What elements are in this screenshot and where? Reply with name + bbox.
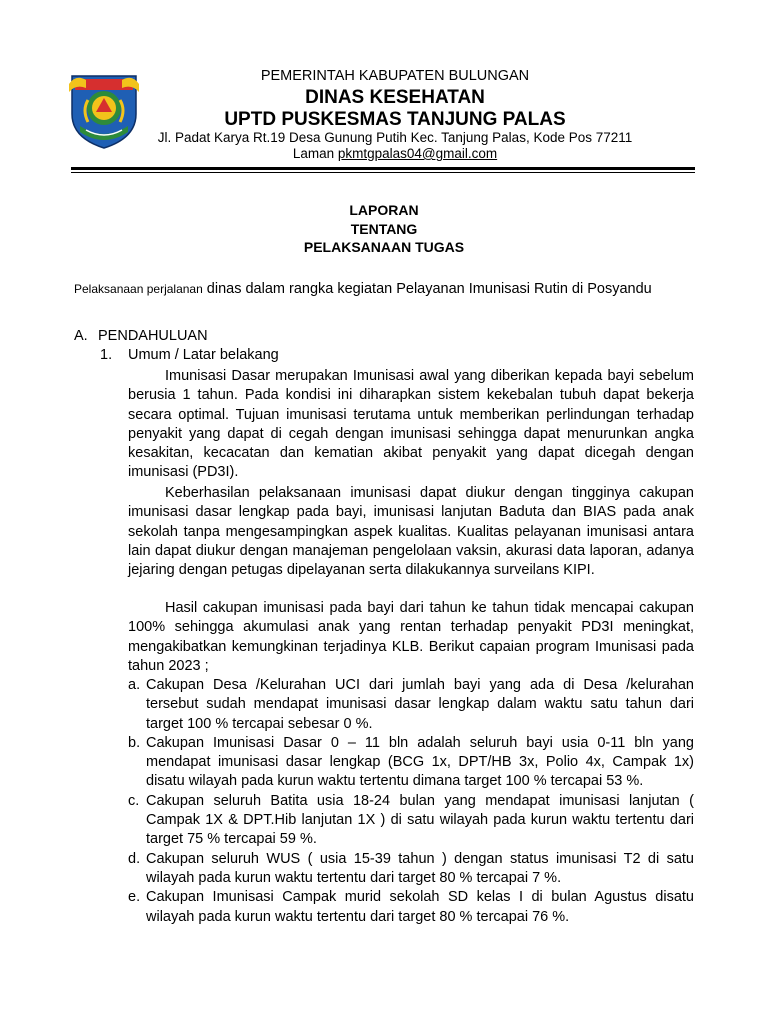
list-marker: d. (128, 850, 141, 867)
list-item-text: Cakupan seluruh Batita usia 18-24 bulan yang mendapat imunisasi lanjutan ( Campak 1X & DPT.Hib lanjutan 1X ) di satu wilayah pada kurun waktu tertentu dari target 75 % tercapai 59 %. (146, 792, 694, 848)
email-link[interactable]: pkmtgpalas04@gmail.com (337, 146, 498, 161)
paragraph-imunisasi-dasar (128, 367, 694, 483)
report-purpose (74, 280, 694, 299)
subsection-1-title: Umum / Latar belakang (128, 347, 279, 363)
letterhead-divider-thick (71, 167, 695, 170)
list-marker: c. (128, 792, 140, 809)
paragraph-hasil-cakupan (128, 599, 694, 676)
letterhead-government: PEMERINTAH KABUPATEN BULUNGAN (260, 68, 530, 84)
paragraph-text: Keberhasilan pelaksanaan imunisasi dapat diukur dengan tingginya cakupan imunisasi dasar lengkap pada bayi, imunisasi lanjutan Baduta dan BIAS pada anak sekolah tanpa mengesampingkan aspek kualitas. Kualitas pelayanan imunisasi antara lain dapat diukur dengan manajeman pengelolaan vaksin, akurasi data laporan, adanya jejaring dengan petugas dipelayanan serta dilakukannya surveilans KIPI. (128, 485, 694, 579)
purpose-rest: dinas dalam rangka kegiatan Pelayanan Imunisasi Rutin di Posyandu (202, 281, 652, 297)
letterhead-unit: UPTD PUSKESMAS TANJUNG PALAS (224, 109, 566, 130)
section-a-title: PENDAHULUAN (98, 328, 208, 344)
report-title-line1: LAPORAN (349, 202, 419, 218)
web-label: Laman (292, 146, 335, 161)
report-title-line2: TENTANG (350, 221, 418, 237)
paragraph-text: Hasil cakupan imunisasi pada bayi dari tahun ke tahun tidak mencapai cakupan 100% sehingga akumulasi anak yang rentan terhadap penyakit PD3I meningkat, mengakibatkan kemungkinan terjadinya KLB. Berikut capaian program Imunisasi pada tahun 2023 ; (128, 600, 694, 674)
list-item (128, 792, 694, 850)
list-item-text: Cakupan Imunisasi Dasar 0 – 11 bln adalah seluruh bayi usia 0-11 bln yang mendapat imunisasi dasar lengkap (BCG 1x, DPT/HB 3x, Polio 4x, Campak 1x) disatu wilayah pada kurun waktu tertentu dimana target 100 % tercapai 53 %. (146, 734, 694, 790)
purpose-prefix: Pelaksanaan perjalanan (74, 282, 203, 296)
list-marker: a. (128, 677, 141, 693)
paragraph-keberhasilan (128, 484, 694, 580)
list-item (128, 850, 694, 889)
letterhead-divider-thin (71, 172, 695, 173)
achievement-list (128, 676, 694, 927)
list-item (128, 734, 694, 792)
subsection-1-heading (100, 348, 279, 363)
report-title-line3: PELAKSANAAN TUGAS (303, 239, 465, 255)
letterhead-address: Jl. Padat Karya Rt.19 Desa Gunung Putih Kec. Tanjung Palas, Kode Pos 77211 (157, 130, 633, 145)
section-a-heading (74, 329, 208, 344)
paragraph-text: Imunisasi Dasar merupakan Imunisasi awal yang diberikan kepada bayi sebelum berusia 1 tahun. Pada kondisi ini diharapkan sistem kekebalan tubuh dapat bekerja secara optimal. Tujuan imunisasi terutama untuk memberikan perlindungan terhadap penyakit yang dapat di cegah dengan imunisasi sehingga dapat menurunkan angka kesakitan, kecacatan dan kematian akibat penyakit yang dapat dicegah dengan imunisasi (PD3I). (128, 368, 694, 481)
list-item-text: Cakupan Imunisasi Campak murid sekolah SD kelas I di bulan Agustus disatu wilayah pada kurun waktu tertentu dari target 80 % tercapai 76 %. (146, 889, 694, 925)
list-marker: e. (128, 889, 141, 906)
list-item (128, 888, 694, 927)
subsection-1-label: 1. (100, 347, 113, 363)
letterhead-contact (0, 147, 768, 161)
list-marker: b. (128, 734, 141, 751)
section-a-label: A. (74, 328, 88, 344)
list-item (128, 676, 694, 734)
letterhead-agency: DINAS KESEHATAN (305, 87, 485, 108)
list-item-text: Cakupan Desa /Kelurahan UCI dari jumlah bayi yang ada di Desa /kelurahan tersebut sudah mendapat imunisasi dasar lengkap dalam waktu satu tahun dari target 100 % tercapai sebesar 0 %. (146, 677, 694, 732)
list-item-text: Cakupan seluruh WUS ( usia 15-39 tahun ) dengan status imunisasi T2 di satu wilayah pada kurun waktu tertentu dari target 80 % tercapai 7 %. (146, 850, 694, 886)
